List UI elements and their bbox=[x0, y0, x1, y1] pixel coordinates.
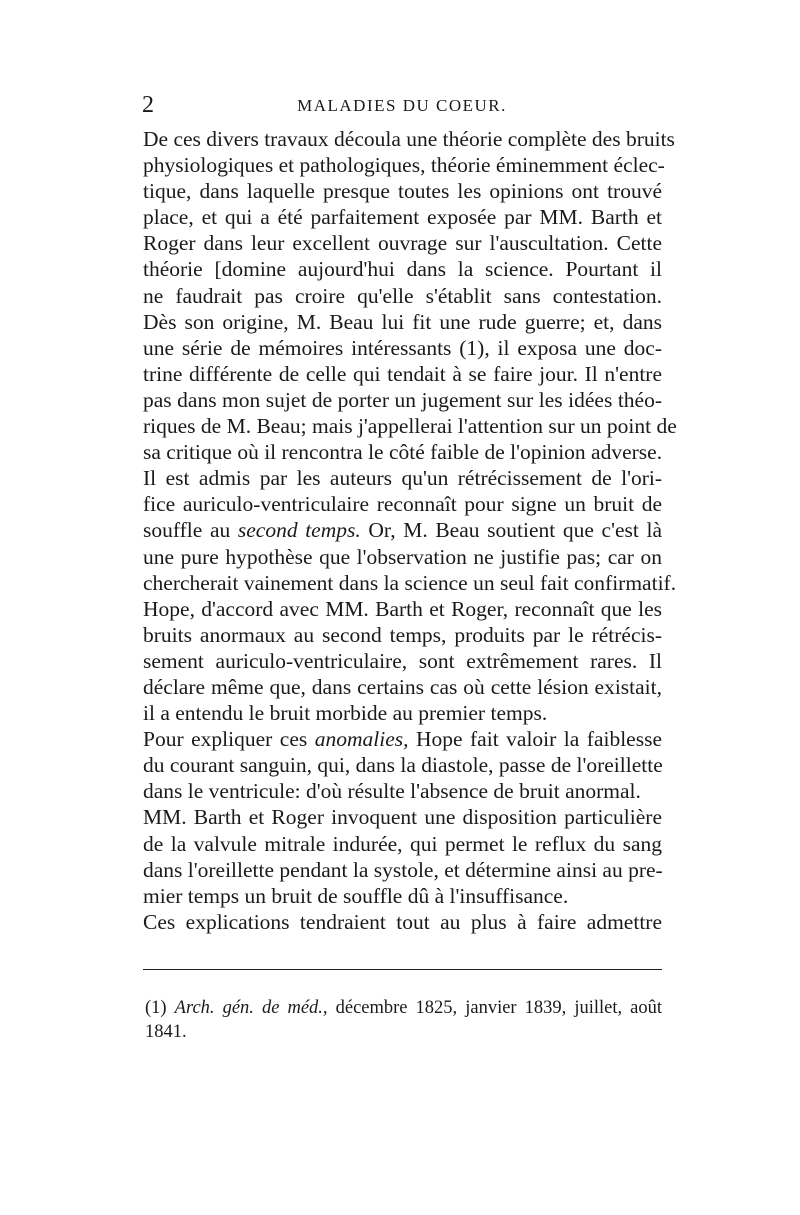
text-line: Dès son origine, M. Beau lui fit une rude guerre; et, dans bbox=[143, 309, 662, 334]
text-line: une pure hypothèse que l'observation ne justifie pas; car on bbox=[143, 544, 662, 569]
text-line: Il est admis par les auteurs qu'un rétrécissement de l'ori- bbox=[143, 466, 662, 491]
text-line bbox=[143, 517, 662, 543]
text-line: sa critique où il rencontra le côté faible de l'opinion adverse. bbox=[143, 440, 663, 465]
text-line: dans l'oreillette pendant la systole, et détermine ainsi au pre- bbox=[143, 857, 663, 882]
text-line: mier temps un bruit de souffle dû à l'insuffisance. bbox=[143, 883, 569, 908]
text-line: De ces divers travaux découla une théorie complète des bruits bbox=[143, 127, 675, 151]
footnote bbox=[145, 996, 662, 1044]
text-line: pas dans mon sujet de porter un jugement sur les idées théo- bbox=[143, 387, 662, 412]
text-line: Roger dans leur excellent ouvrage sur l'auscultation. Cette bbox=[143, 231, 662, 256]
text-line: ne faudrait pas croire qu'elle s'établit sans contestation. bbox=[143, 283, 662, 308]
text-line: trine différente de celle qui tendait à se faire jour. Il n'entre bbox=[143, 361, 662, 386]
italic-text: anomalies, bbox=[314, 727, 409, 752]
text-line: une série de mémoires intéressants (1), il exposa une doc- bbox=[143, 335, 662, 360]
text-span: Hope fait valoir la faiblesse bbox=[408, 727, 662, 752]
text-line: fice auriculo-ventriculaire reconnaît pour signe un bruit de bbox=[143, 492, 662, 517]
footnote-text: décembre 1825, janvier 1839, juillet, août bbox=[327, 998, 662, 1018]
text-line: riques de M. Beau; mais j'appellerai l'attention sur un point de bbox=[143, 414, 677, 439]
text-line: chercherait vainement dans la science un seul fait confirmatif. bbox=[143, 570, 677, 595]
footnote-citation: Arch. gén. de méd., bbox=[174, 998, 328, 1018]
italic-text: second temps. bbox=[237, 518, 361, 543]
text-line: Ces explications tendraient tout au plus à faire admettre bbox=[143, 909, 662, 934]
text-span: Or, M. Beau soutient que c'est là bbox=[360, 518, 662, 543]
text-line: déclare même que, dans certains cas où cette lésion existait, bbox=[143, 674, 662, 699]
page-number: 2 bbox=[142, 92, 154, 118]
running-title: MALADIES DU COEUR. bbox=[297, 96, 507, 115]
text-span: Pour expliquer ces bbox=[143, 727, 315, 752]
text-line: bruits anormaux au second temps, produits par le rétrécis- bbox=[143, 622, 662, 647]
text-line: du courant sanguin, qui, dans la diastole, passe de l'oreillette bbox=[143, 753, 663, 778]
body-text bbox=[143, 126, 677, 935]
footnote-line bbox=[145, 996, 662, 1020]
text-line: théorie [domine aujourd'hui dans la science. Pourtant il bbox=[143, 257, 662, 282]
text-line: sement auriculo-ventriculaire, sont extrêmement rares. Il bbox=[143, 648, 662, 673]
text-line bbox=[143, 726, 662, 752]
running-header bbox=[142, 92, 662, 118]
footnote-marker: (1) bbox=[145, 998, 167, 1018]
footnote-line: 1841. bbox=[145, 1022, 187, 1042]
text-line: place, et qui a été parfaitement exposée par MM. Barth et bbox=[143, 205, 662, 230]
text-line: il a entendu le bruit morbide au premier temps. bbox=[143, 701, 548, 726]
footnote-rule bbox=[143, 969, 662, 970]
text-span: souffle au bbox=[143, 518, 238, 543]
text-line: Hope, d'accord avec MM. Barth et Roger, reconnaît que les bbox=[143, 596, 662, 621]
text-line: de la valvule mitrale indurée, qui permet le reflux du sang bbox=[143, 831, 662, 856]
text-line: physiologiques et pathologiques, théorie éminemment éclec- bbox=[143, 153, 665, 178]
text-line: MM. Barth et Roger invoquent une disposition particulière bbox=[143, 805, 662, 830]
text-line: dans le ventricule: d'où résulte l'absence de bruit anormal. bbox=[143, 779, 641, 804]
text-line: tique, dans laquelle presque toutes les opinions ont trouvé bbox=[143, 179, 662, 204]
